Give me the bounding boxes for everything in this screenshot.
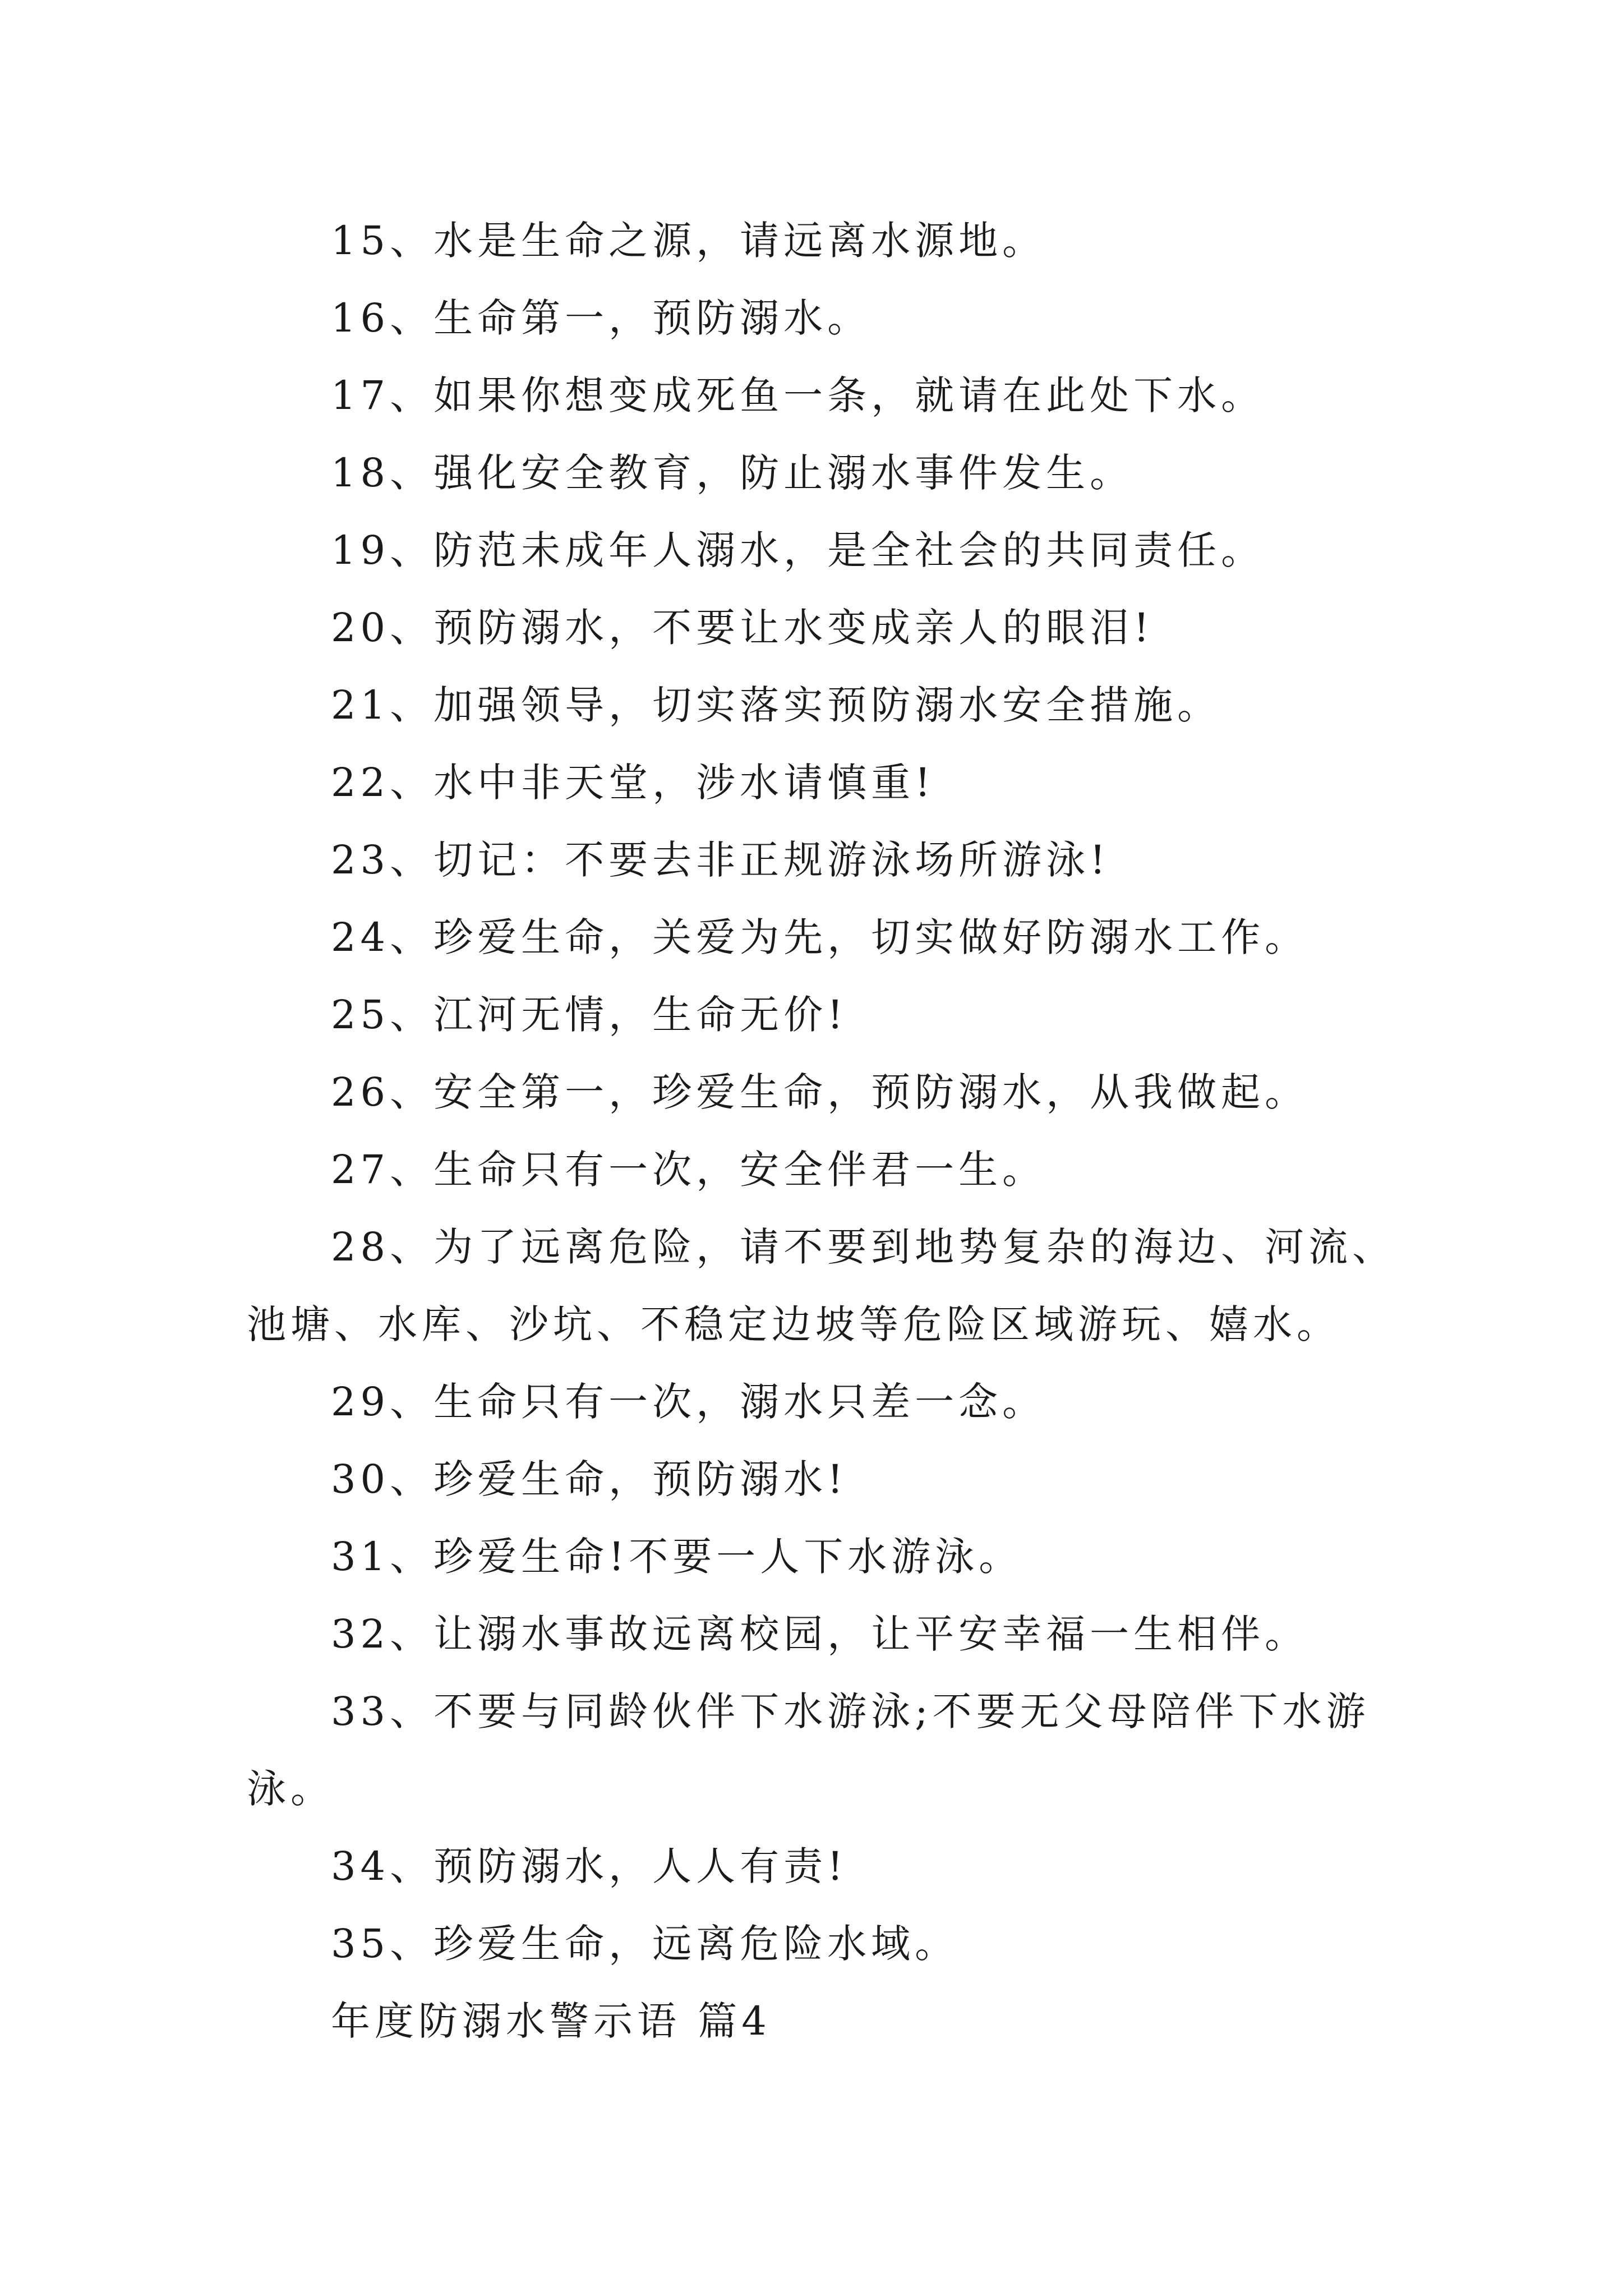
list-item: 19、防范未成年人溺水，是全社会的共同责任。 — [331, 527, 1265, 573]
list-item: 21、加强领导，切实落实预防溺水安全措施。 — [331, 682, 1221, 728]
list-item: 18、强化安全教育，防止溺水事件发生。 — [331, 450, 1134, 496]
list-item: 28、为了远离危险，请不要到地势复杂的海边、河流、池塘、水库、沙坑、不稳定边坡等危险区域游玩、嬉水。 — [247, 1224, 1396, 1347]
list-item: 22、水中非天堂，涉水请慎重! — [331, 760, 935, 806]
list-item: 25、江河无情，生命无价! — [331, 992, 848, 1038]
list-item: 33、不要与同龄伙伴下水游泳;不要无父母陪伴下水游泳。 — [247, 1688, 1370, 1812]
list-item: 26、安全第一，珍爱生命，预防溺水，从我做起。 — [331, 1069, 1309, 1115]
list-item: 17、如果你想变成死鱼一条，就请在此处下水。 — [331, 372, 1265, 418]
list-item: 35、珍爱生命，远离危险水域。 — [331, 1921, 959, 1967]
list-item: 24、珍爱生命，关爱为先，切实做好防溺水工作。 — [331, 914, 1309, 960]
list-item: 27、生命只有一次，安全伴君一生。 — [331, 1147, 1046, 1193]
section-heading: 年度防溺水警示语 篇4 — [331, 1998, 771, 2044]
list-item: 16、生命第一，预防溺水。 — [331, 295, 872, 341]
list-item: 30、珍爱生命，预防溺水! — [331, 1456, 848, 1502]
list-item: 34、预防溺水，人人有责! — [331, 1843, 848, 1889]
document-body — [247, 202, 1413, 2060]
list-item: 23、切记：不要去非正规游泳场所游泳! — [331, 837, 1110, 883]
list-item: 15、水是生命之源，请远离水源地。 — [331, 218, 1046, 264]
list-item: 31、珍爱生命!不要一人下水游泳。 — [331, 1534, 1023, 1580]
list-item: 20、预防溺水，不要让水变成亲人的眼泪! — [331, 605, 1154, 651]
list-item: 29、生命只有一次，溺水只差一念。 — [331, 1379, 1046, 1425]
list-item: 32、让溺水事故远离校园，让平安幸福一生相伴。 — [331, 1611, 1309, 1657]
